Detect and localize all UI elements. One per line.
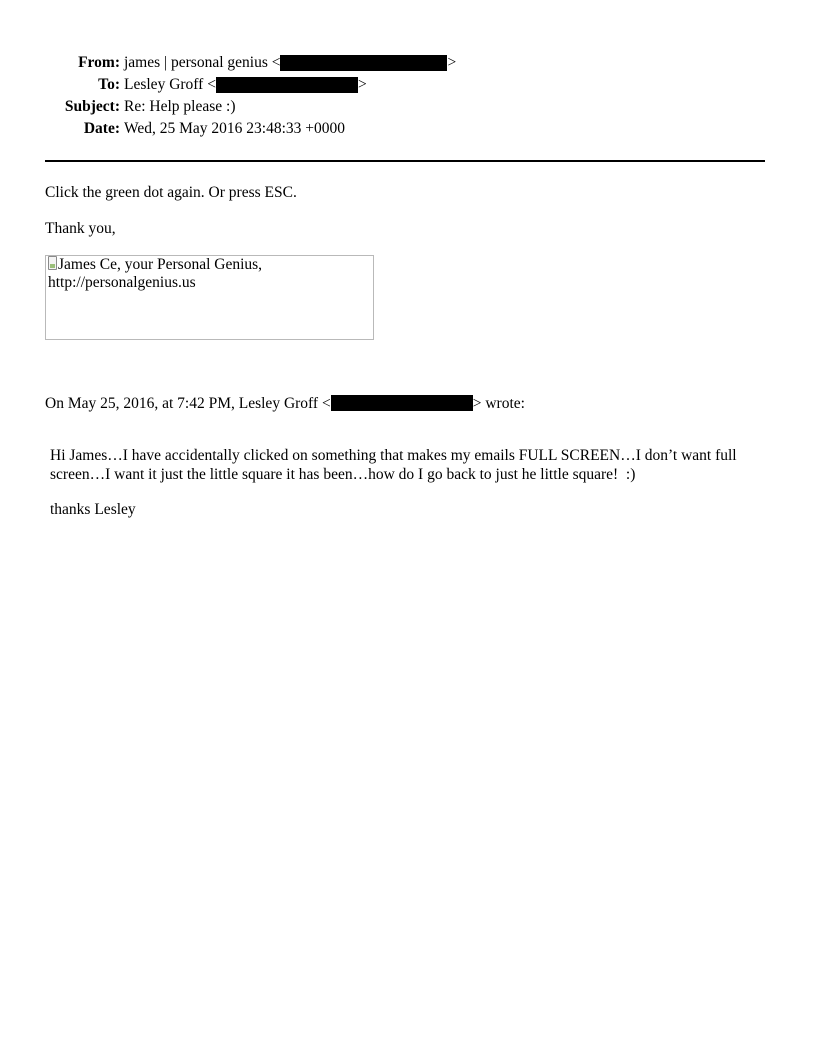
quoted-signoff: thanks Lesley xyxy=(50,501,136,518)
signature-image xyxy=(45,255,374,340)
date-row xyxy=(45,120,765,142)
from-name: james | personal genius < xyxy=(124,54,281,71)
to-row xyxy=(45,76,765,98)
redacted-quote-email xyxy=(331,395,473,411)
email-header xyxy=(45,54,765,142)
header-divider xyxy=(45,160,765,162)
from-label: From: xyxy=(78,54,120,71)
from-row xyxy=(45,54,765,76)
redacted-to-email xyxy=(216,77,358,93)
quote-intro-prefix: On May 25, 2016, at 7:42 PM, Lesley Groff < xyxy=(45,395,331,412)
date-value: Wed, 25 May 2016 23:48:33 +0000 xyxy=(124,120,346,137)
reply-line: Click the green dot again. Or press ESC. xyxy=(45,184,297,201)
quoted-paragraph: Hi James…I have accidentally clicked on something that makes my emails FULL SCREEN…I don’t want full screen…I want it just the little square it has been…how do I go back to just he little square! :) xyxy=(50,447,741,483)
redacted-from-email xyxy=(280,55,447,71)
quote-attribution xyxy=(45,394,525,413)
to-name: Lesley Groff < xyxy=(124,76,216,93)
quote-intro-suffix: > wrote: xyxy=(472,395,525,412)
subject-label: Subject: xyxy=(64,98,120,115)
to-value xyxy=(124,76,367,98)
date-label: Date: xyxy=(83,120,120,137)
to-label: To: xyxy=(98,76,120,93)
signature-image-alt: James Ce, your Personal Genius, http://personalgenius.us xyxy=(48,256,263,291)
from-value xyxy=(124,54,456,76)
subject-row xyxy=(45,98,765,120)
reply-signoff: Thank you, xyxy=(45,220,116,237)
broken-image-icon xyxy=(48,256,57,270)
to-close: > xyxy=(357,76,367,93)
subject-value: Re: Help please :) xyxy=(124,98,236,115)
from-close: > xyxy=(447,54,457,71)
